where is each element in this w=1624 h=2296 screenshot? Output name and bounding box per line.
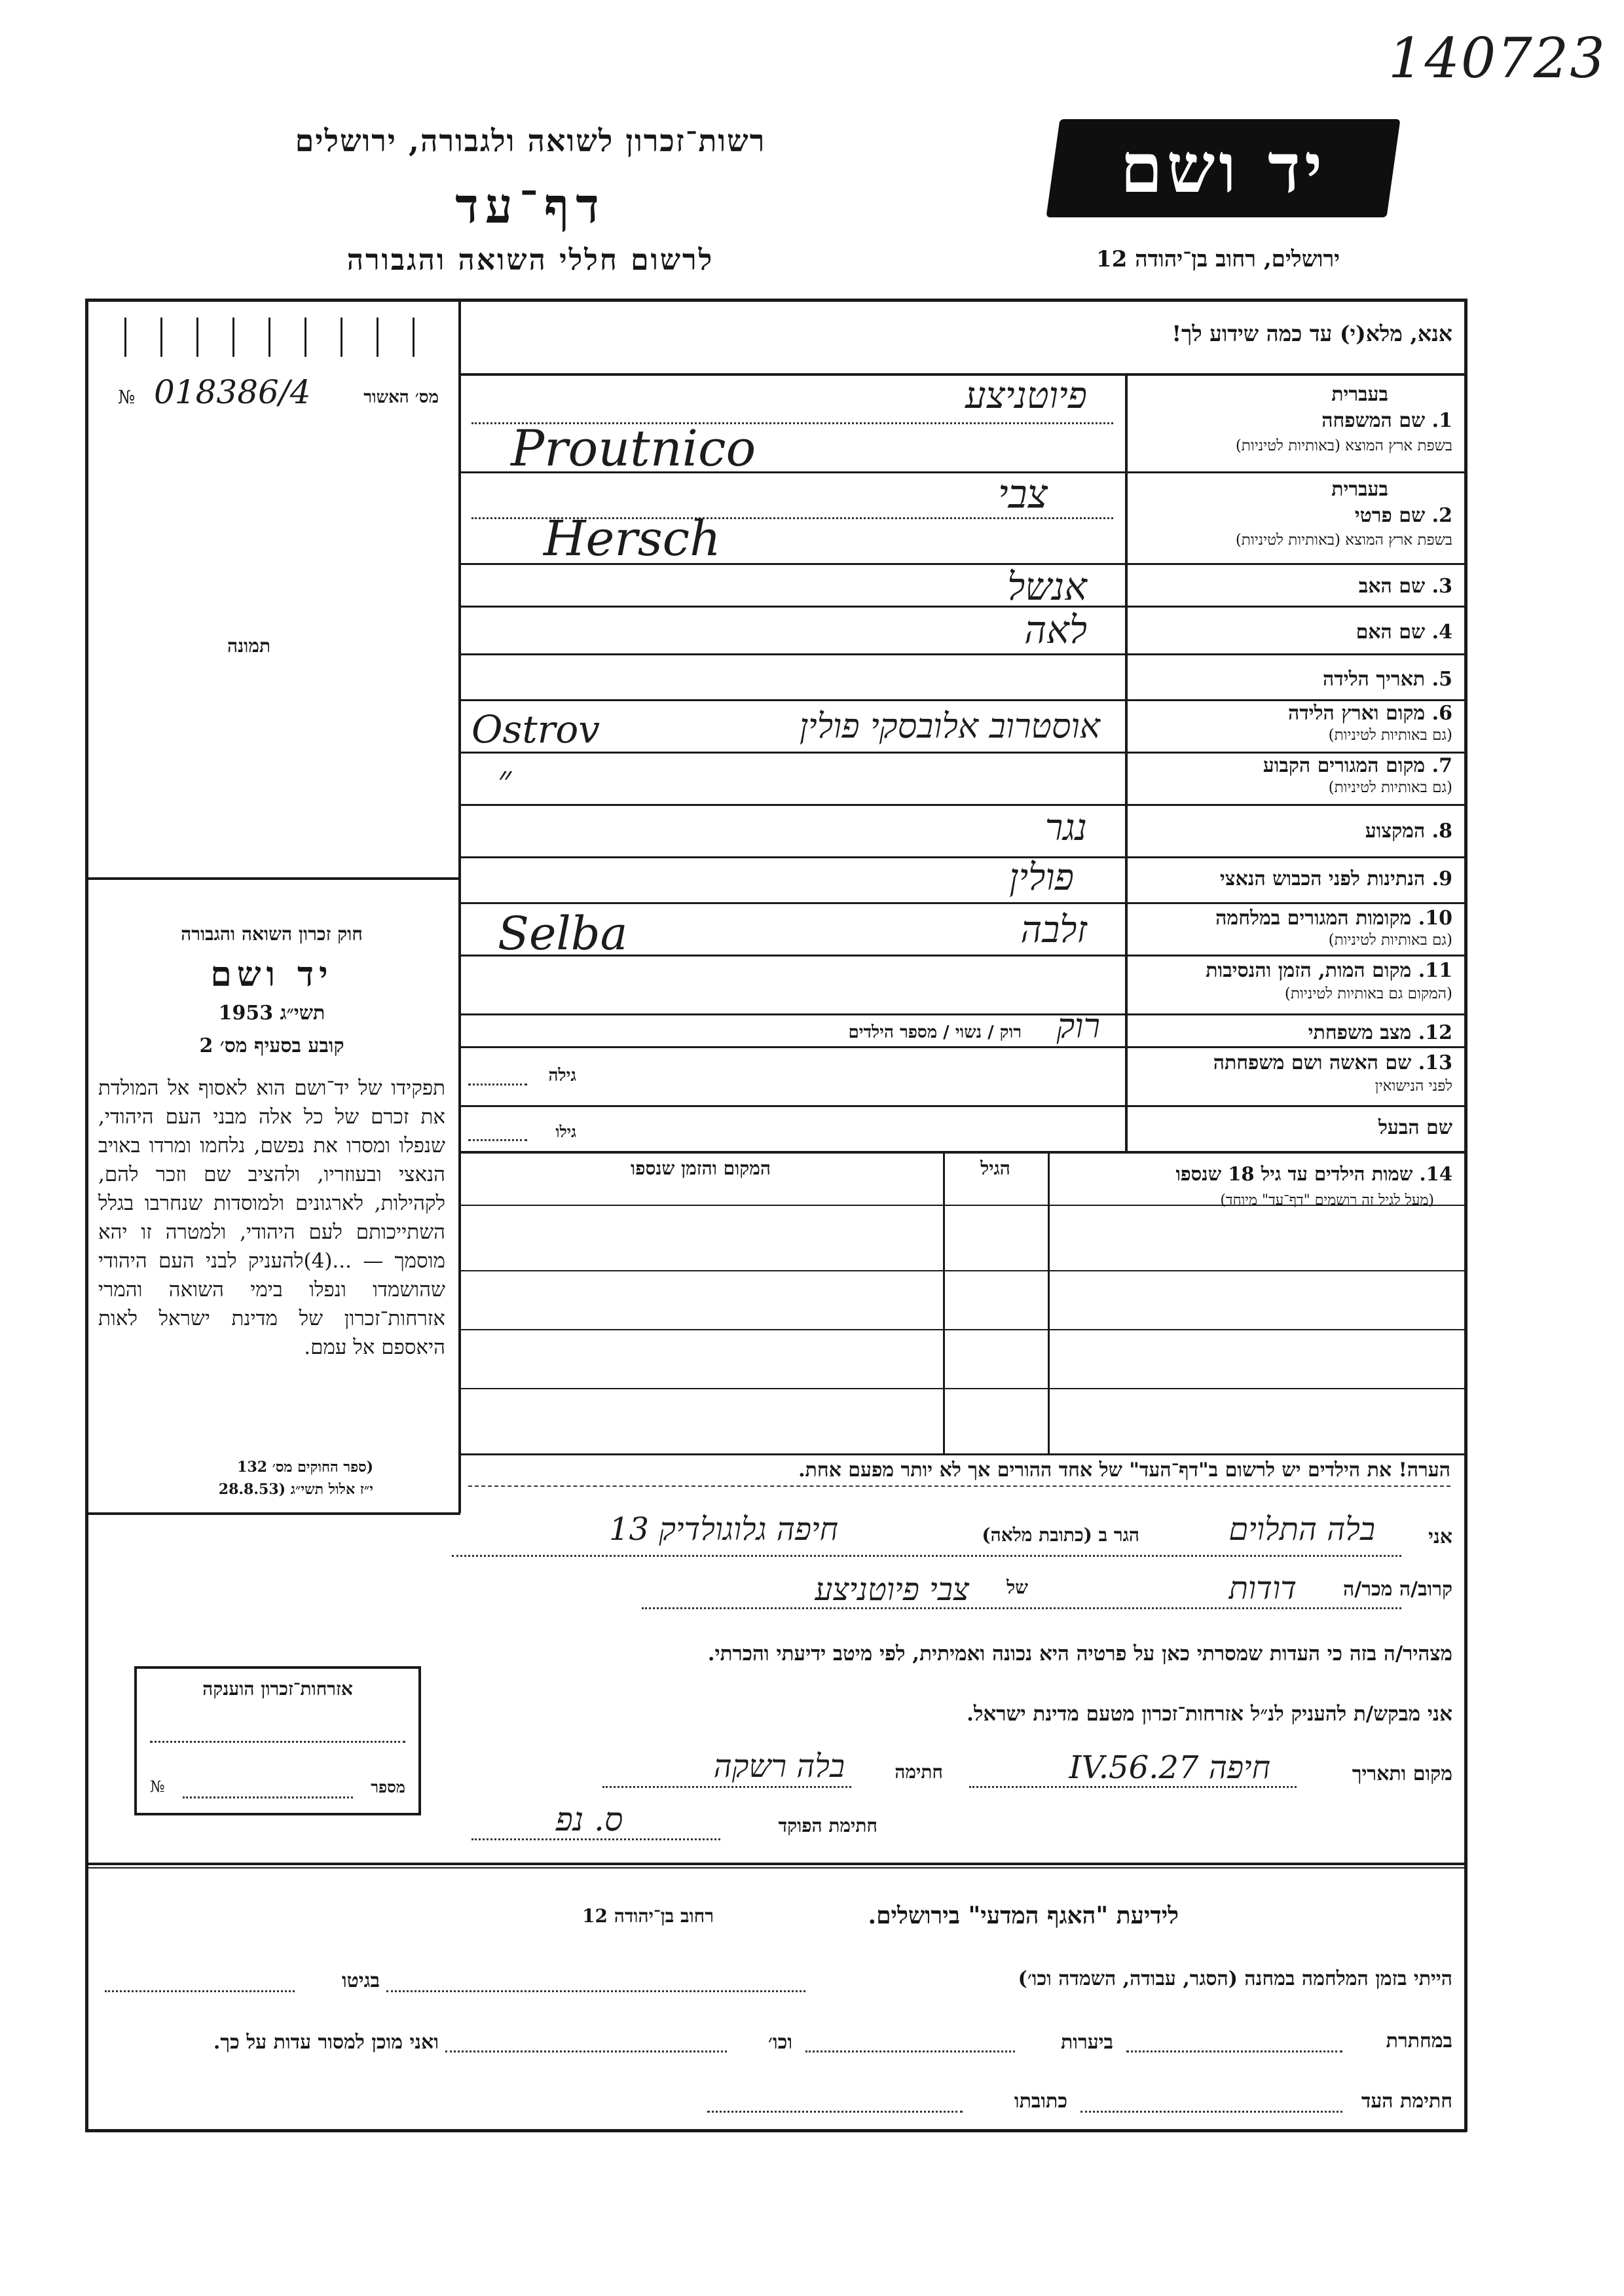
decl-place-date-label: מקום ותאריך [1352,1762,1452,1785]
form-title: דף־עד [455,178,606,234]
decl-relative-label: קרוב/ה מכר/ה [1343,1578,1452,1601]
bottom-ready-label: ואני מוכן למסור עדות על כך. [213,2031,439,2054]
logo-text: יד ושם [1120,128,1327,208]
form-subtitle: לרשום חללי השואה והגבורה [346,244,714,277]
law-name: יד ושם [210,955,333,994]
field-4-label: 4. שם האם [1356,621,1452,644]
wartime-residence-latin: Selba [498,907,628,960]
decl-place-date: חיפה 27.IV.56 [1069,1749,1270,1786]
approval-value: 018386/4 [154,373,311,411]
children-age-header: הגיל [980,1157,1010,1179]
law-ref-1: (ספר החוקים מס׳ 132 [237,1459,373,1476]
children-header: 14. שמות הילדים עד גיל 18 שנספו [1175,1163,1452,1185]
husband-age-label: גילו [555,1122,576,1141]
husband-label: שם הבעל [1378,1116,1452,1139]
note-text: הערה! את הילדים יש לרשום ב"דף־העד" של אחד ההורים אך לא יותר מפעם אחת. [468,1456,1450,1487]
nationality: פולין [1009,856,1074,899]
field-2-hebrew-tag: בעברית [1331,478,1388,501]
wife-age-label: גילה [548,1066,576,1085]
field-5-label: 5. תאריך הלידה [1323,668,1452,691]
family-name-hebrew: פיוטניצע [965,374,1087,417]
decl-relation: דודות [1228,1570,1297,1607]
field-2-sub: בשפת ארץ המוצא (באותיות לטיניות) [1235,532,1452,549]
given-name-latin: Hersch [544,511,721,567]
marital-options: רוק / נשוי / מספר הילדים [848,1023,1022,1042]
officer-label: חתימת הפוקד [778,1815,877,1836]
field-10-label: 10. מקומות המגורים במלחמה [1215,907,1452,930]
birthplace-latin: Ostrov [471,707,600,752]
decl-address: חיפה גלוגולדיק 13 [608,1511,838,1548]
approval-label: מס׳ האשור [363,388,439,407]
stamp-box-num-label: מספר [371,1777,405,1796]
given-name-hebrew: צבי [997,471,1048,517]
bottom-address-label: כתובתו [1014,2090,1067,2113]
law-section: קובע בסעיף מס׳ 2 [199,1034,344,1057]
field-8-label: 8. המקצוע [1365,820,1452,843]
bottom-ghetto-label: בגיטו [341,1969,380,1992]
decl-of-label: של [1006,1576,1028,1598]
field-2-label: 2. שם פרטי [1354,504,1452,527]
decl-name: בלה התלוים [1228,1511,1375,1548]
wartime-residence-hebrew: זלבה [1020,909,1087,951]
law-ref-2: י״ז אלול תשי״ג (28.8.53 [218,1481,373,1498]
bottom-witness-sig-label: חתימת העד [1361,2090,1452,2113]
children-place-header: המקום והזמן שנספו [631,1157,771,1179]
field-7-sub: (גם באותיות לטיניות) [1328,779,1452,796]
field-3-label: 3. שם האב [1358,575,1452,598]
authority-name: רשות־זכרון לשואה ולגבורה, ירושלים [295,123,766,158]
decl-signature-label: חתימה [895,1761,943,1783]
stamp-box-title: אזרחות־זכרון הוענקה [202,1678,353,1700]
approval-number-field [118,373,452,420]
decl-signature: בלה רשקה [713,1748,845,1785]
decl-request: אני מבקש/ת להעניק לנ״ל אזרחות־זכרון מטעם מדינת ישראל. [967,1702,1452,1726]
occupation: נגר [1044,807,1087,849]
marital-status-value: רוק [1056,1007,1100,1046]
law-year: 1953 תשי״ג [218,1002,325,1025]
top-strip-ticks [124,311,432,363]
decl-resides-label: הגר ב (כתובת מלאה) [982,1524,1139,1546]
document-number: 140723 [1388,26,1606,90]
bottom-underground-label: במחתרת [1386,2030,1452,2052]
field-10-sub: (גם באותיות לטיניות) [1328,932,1452,949]
instruction-text: אנא, מלא(י) עד כמה שידוע לך! [1172,321,1452,346]
field-13-label: 13. שם האשה ושם משפחתה [1213,1051,1452,1074]
bottom-line-1: הייתי בזמן המלחמה במחנה (הסגר, עבודה, השמדה וכו׳) [1018,1967,1452,1990]
decl-statement: מצהיר/ה בזה כי העדות שמסרתי כאן על פרטיה היא נכונה ואמיתית, לפי מיטב ידיעתי והכרתי. [707,1642,1452,1666]
birthplace-hebrew: אוסטרוב אלובסקי פולין [799,707,1100,746]
field-11-label: 11. מקום המות, הזמן והנסיבות [1206,959,1452,982]
field-9-label: 9. הנתינות לפני הכבוש הנאצי [1219,867,1452,890]
bottom-title: לידיעת "האגף המדעי" בירושלים. [868,1902,1179,1929]
field-6-sub: (גם באותיות לטיניות) [1328,727,1452,744]
decl-of-value: צבי פיוטניצע [815,1571,969,1608]
law-title: חוק זכרון השואה והגבורה [181,923,363,945]
field-13-sub: לפני הנישואין [1375,1078,1452,1095]
law-body: תפקידו של יד־ושם הוא לאסוף אל המולדת את זכרם של כל אלה מבני העם היהודי, שנפלו ומסרו את נפשם, נלחמו ומרדו באויב הנאצי ובעוזריו, ולהציב שם וזכר להם, לקהילות, לארגונים ולמוסדות שנחרבו בגלל השתייכותם לעם היהודי, ולמטרה זו יהא מוסמך — ...(4)להעניק לבני העם היהודי שהושמדו ונפלו בימי השואה והמרי אזרחות־זכרון של מדינת ישראל לאות היאספם אל עמם. [98,1076,445,1359]
father-name: אנשל [1007,564,1087,609]
mother-name: לאה [1024,608,1087,652]
officer-signature: ס. נפ [555,1800,623,1838]
field-6-label: 6. מקום וארץ הלידה [1287,702,1452,725]
field-1-sub: בשפת ארץ המוצא (באותיות לטיניות) [1235,437,1452,454]
decl-i-label: אני [1428,1525,1452,1548]
yad-vashem-logo [1046,119,1400,217]
photo-label: תמונה [227,635,271,657]
bottom-forests-label: ביערות [1060,2031,1113,2054]
field-7-label: 7. מקום המגורים הקבוע [1263,754,1452,777]
stamp-box-num-prefix: № [150,1777,165,1796]
memorial-citizenship-box [134,1666,421,1815]
header-address: ירושלים, רחוב בן־יהודה 12 [1096,246,1340,272]
field-1-label: 1. שם המשפחה [1321,409,1452,432]
bottom-etc-label: וכו׳ [768,2031,792,2054]
approval-prefix: № [118,386,136,408]
bottom-address: רחוב בן־יהודה 12 [582,1905,714,1927]
family-name-latin: Proutnico [511,419,756,477]
children-header-sub: (מעל לגיל זה רושמים "דף־עד" מיוחד) [1220,1192,1434,1209]
field-1-hebrew-tag: בעברית [1331,383,1388,406]
field-11-sub: (המקום גם באותיות לטיניות) [1284,985,1452,1002]
residence-ditto: ״ [498,758,512,801]
field-12-label: 12. מצב משפחתי [1308,1021,1452,1044]
